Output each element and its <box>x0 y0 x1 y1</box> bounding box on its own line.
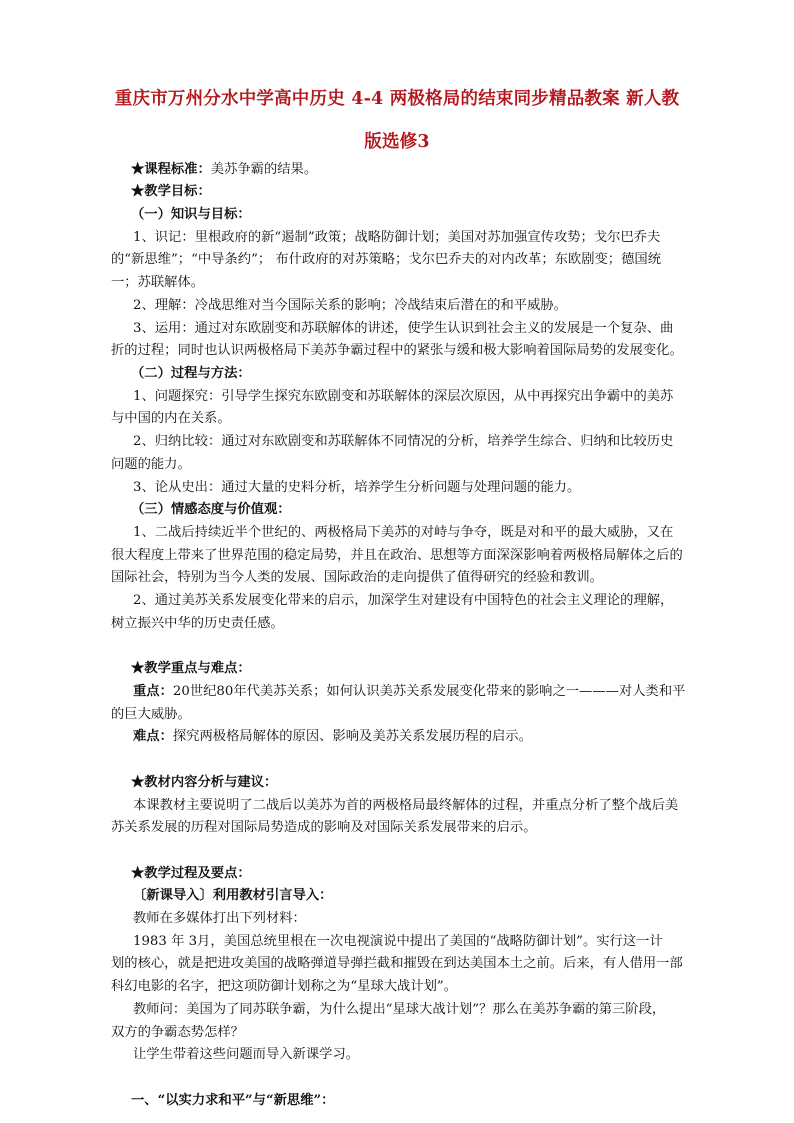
body-line: 双方的争霸态势怎样？ <box>111 1025 244 1040</box>
body-line: 2、归纳比较：通过对东欧剧变和苏联解体不同情况的分析，培养学生综合、归纳和比较历史 <box>133 434 674 449</box>
section-heading: ★教材内容分析与建议： <box>131 775 278 790</box>
body-line: ★教学目标： <box>131 184 211 199</box>
body-line: 〔新课导入〕利用教材引言导入： <box>133 888 333 903</box>
body-line: 国际社会，特别为当今人类的发展、国际政治的走向提供了值得研究的经验和教训。 <box>111 570 603 585</box>
body-line: 一；苏联解体。 <box>111 275 205 290</box>
body-line: 苏关系发展的历程对国际局势造成的影响及对国际关系发展带来的启示。 <box>111 820 537 835</box>
body-line: 1、二战后持续近半个世纪的、两极格局下美苏的对峙与争夺，既是对和平的最大威胁，又在 <box>133 525 674 540</box>
section-heading: （二）过程与方法： <box>131 366 251 381</box>
document-title-line-1: 重庆市万州分水中学高中历史 4-4 两极格局的结束同步精品教案 新人教 <box>114 89 680 109</box>
body-line: 让学生带着这些问题而导入新课学习。 <box>133 1047 360 1062</box>
body-line: 3、运用：通过对东欧剧变和苏联解体的讲述，使学生认识到社会主义的发展是一个复杂、曲 <box>133 321 674 336</box>
body-line: 折的过程；同时也认识两极格局下美苏争霸过程中的紧张与缓和极大影响着国际局势的发展变化。 <box>111 343 683 358</box>
body-line: 1、识记：里根政府的新“遏制”政策；战略防御计划；美国对苏加强宣传攻势；戈尔巴乔夫 <box>133 230 661 245</box>
document-title-line-2: 版选修3 <box>364 132 430 152</box>
body-line: 2、通过美苏关系发展变化带来的启示，加深学生对建设有中国特色的社会主义理论的理解， <box>133 593 674 608</box>
body-line: 很大程度上带来了世界范围的稳定局势，并且在政治、思想等方面深深影响着两极格局解体之后的 <box>111 548 683 563</box>
body-line: 1、问题探究：引导学生探究东欧剧变和苏联解体的深层次原因，从中再探究出争霸中的美苏 <box>133 389 674 404</box>
section-heading: ★教学过程及要点： <box>131 866 251 881</box>
body-line: 科幻电影的名字，把这项防御计划称之为“星球大战计划”。 <box>111 979 458 994</box>
body-line: 本课教材主要说明了二战后以美苏为首的两极格局最终解体的过程，并重点分析了整个战后美 <box>133 798 679 813</box>
body-line: 难点：探究两极格局解体的原因、影响及美苏关系发展历程的启示。 <box>133 729 532 744</box>
body-line: 教师在多媒体打出下列材料： <box>133 911 306 926</box>
section-heading: 一、“以实力求和平”与“新思维”： <box>131 1093 335 1108</box>
body-line: 教师问：美国为了同苏联争霸，为什么提出“星球大战计划”？那么在美苏争霸的第三阶段， <box>133 1002 666 1017</box>
body-line: 划的核心，就是把进攻美国的战略弹道导弹拦截和摧毁在到达美国本土之前。后来，有人借用一部 <box>111 956 683 971</box>
section-heading: （一）知识与目标： <box>131 207 251 222</box>
body-line: 1983 年 3月，美国总统里根在一次电视演说中提出了美国的“战略防御计划”。实行这一计 <box>133 934 663 949</box>
body-line: 问题的能力。 <box>111 457 191 472</box>
body-line: 2、理解：冷战思维对当今国际关系的影响；冷战结束后潜在的和平威胁。 <box>133 298 567 313</box>
body-line: 与中国的内在关系。 <box>111 411 231 426</box>
body-line: ★课程标准：美苏争霸的结果。 <box>131 162 318 177</box>
body-line: 树立振兴中华的历史责任感。 <box>111 616 284 631</box>
section-heading: （三）情感态度与价值观： <box>131 502 291 517</box>
body-line: 的巨大威胁。 <box>111 707 191 722</box>
body-line: 的“新思维”；“中导条约”； 布什政府的对苏策略；戈尔巴乔夫的对内改革；东欧剧变；德国统 <box>111 252 661 267</box>
body-line: 重点：20世纪80年代美苏关系；如何认识美苏关系发展变化带来的影响之一———对人类和平 <box>133 684 686 699</box>
body-line: 3、论从史出：通过大量的史料分析，培养学生分析问题与处理问题的能力。 <box>133 480 581 495</box>
section-heading: ★教学重点与难点： <box>131 661 251 676</box>
